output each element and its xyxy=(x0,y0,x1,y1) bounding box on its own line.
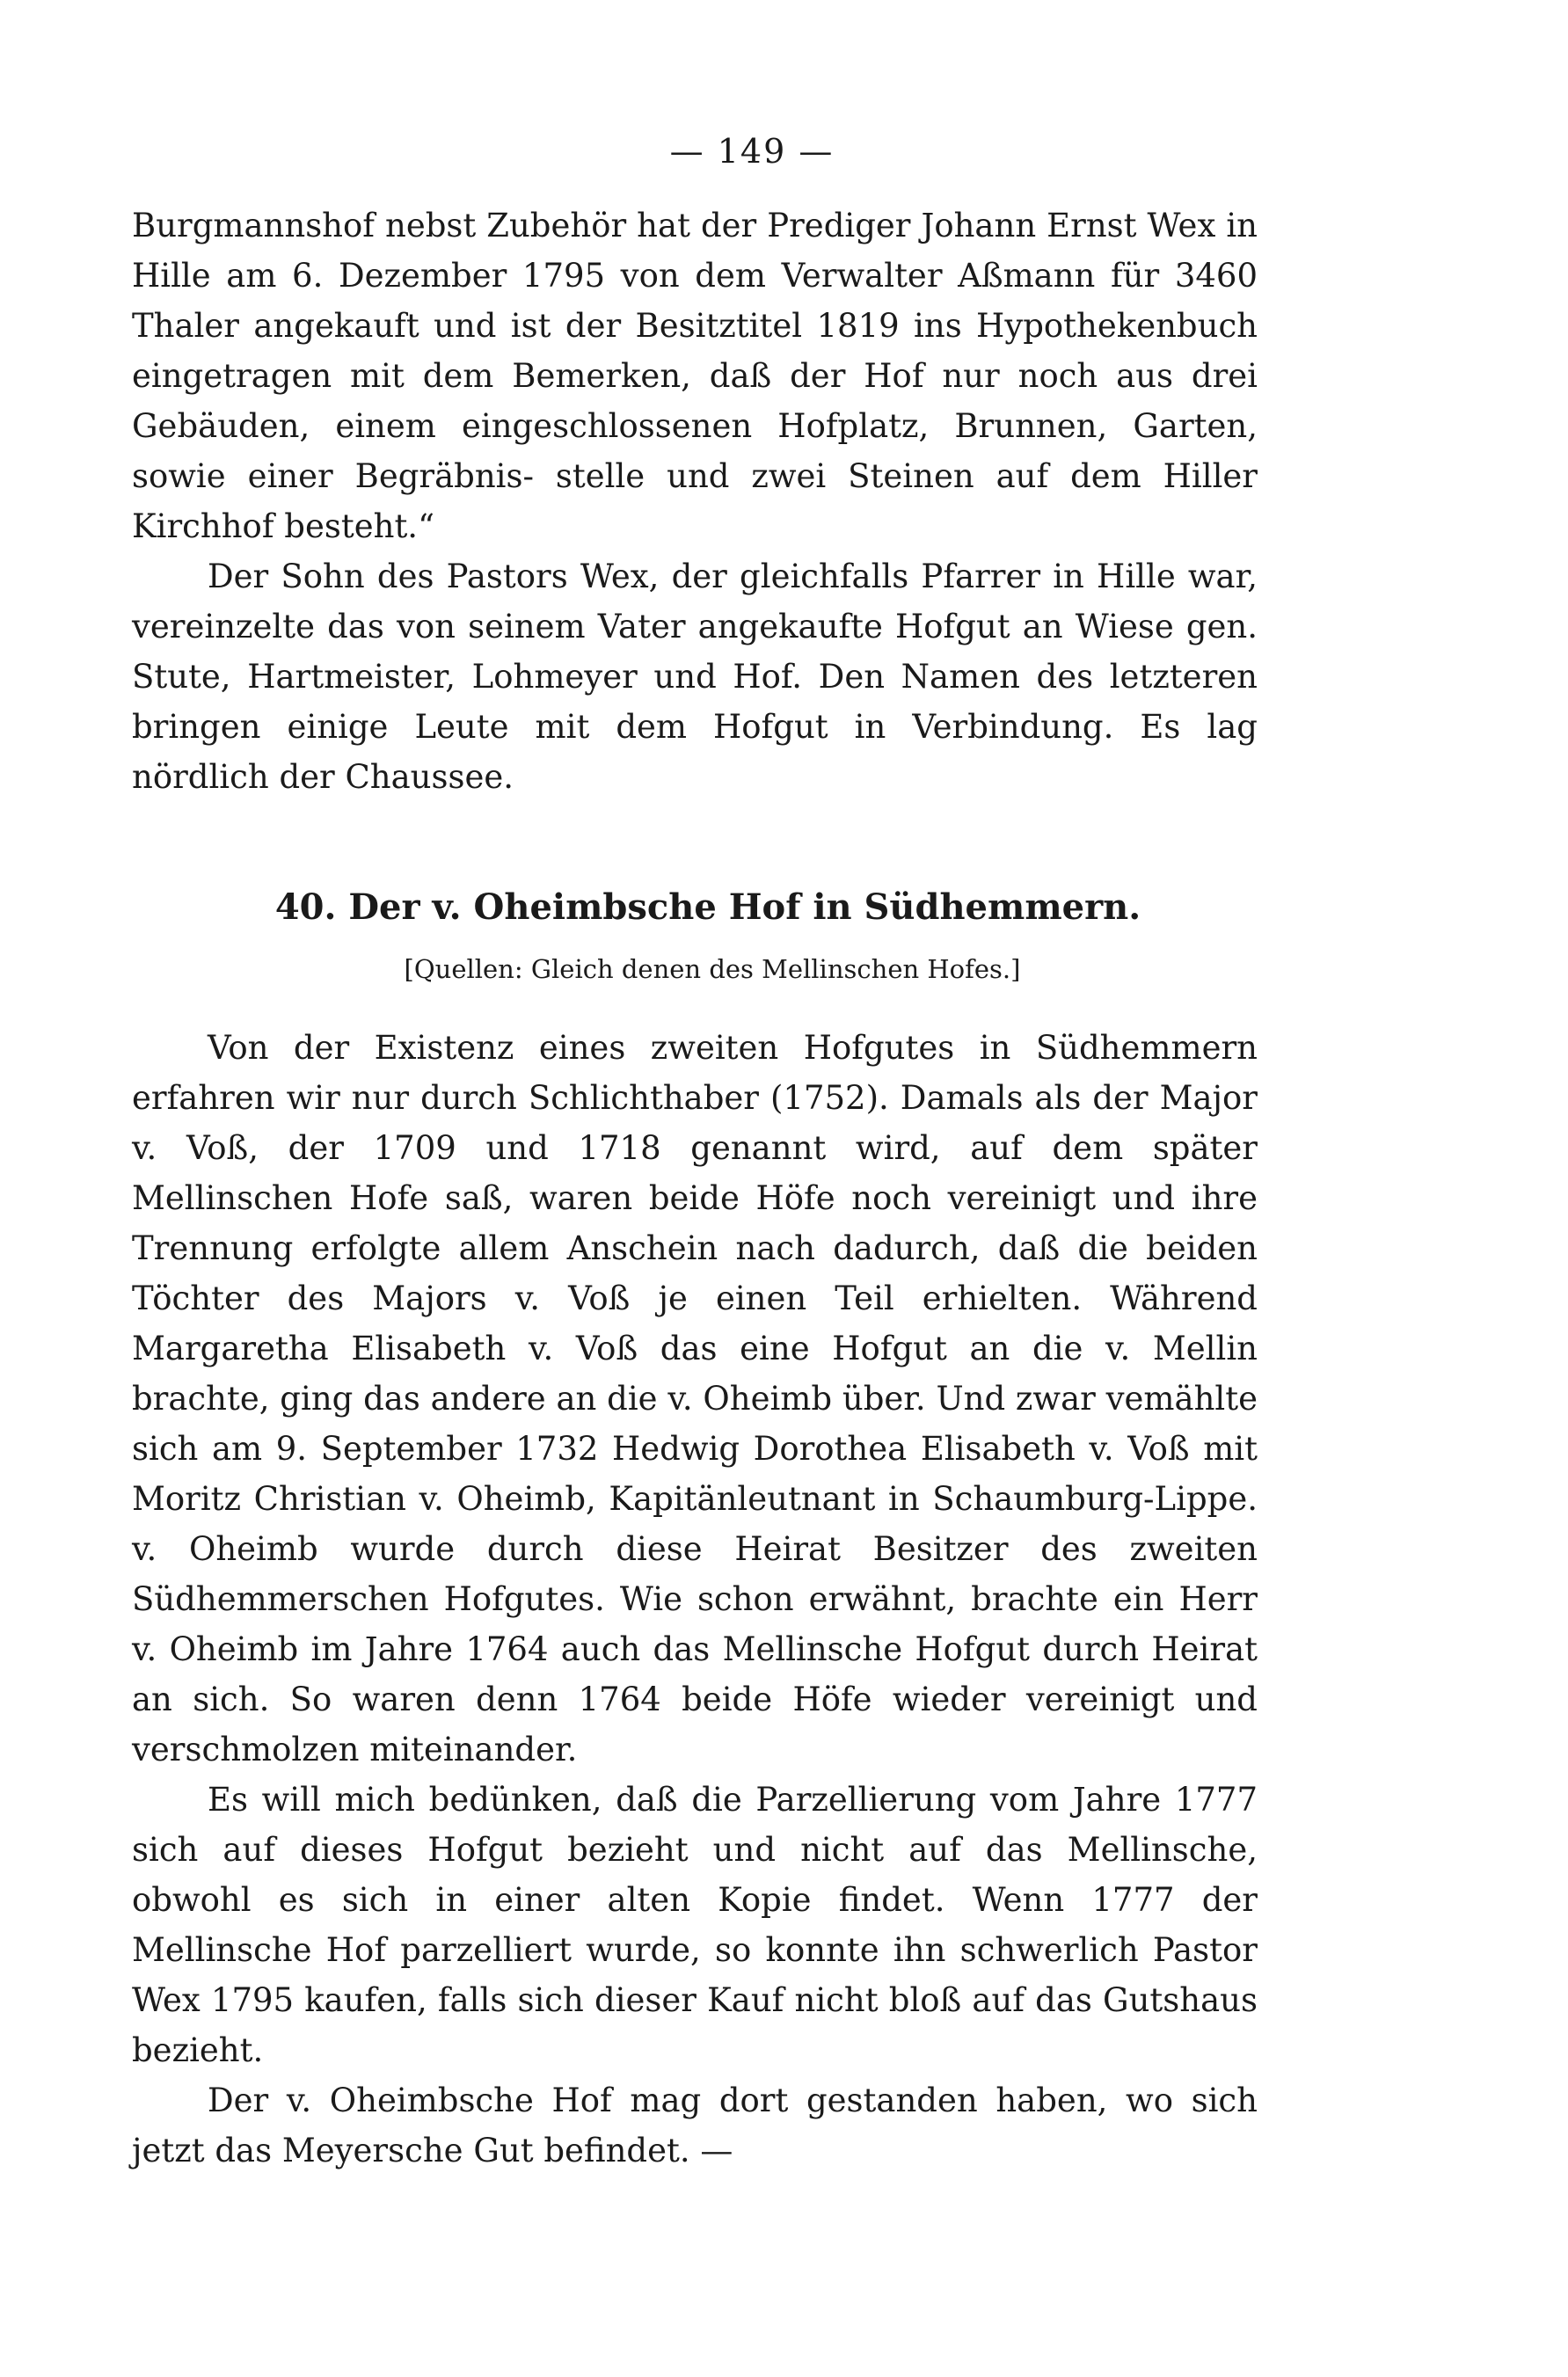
paragraph-sohn-des-pastors: Der Sohn des Pastors Wex, der gleichfalls Pfarrer in Hille war, vereinzelte das von seinem Vater angekaufte Hofgut an Wiese gen. Stute, Hartmeister, Lohmeyer und Hof. Den Namen des letzteren bringen einige Leute mit dem Hofgut in Verbindung. Es lag nördlich der Chaussee. xyxy=(132,558,1258,796)
document-page xyxy=(132,132,1258,2176)
section-sources: [Quellen: Gleich denen des Mellinschen Hofes.] xyxy=(404,954,1021,984)
paragraph-burgmannshof: Burgmannshof nebst Zubehör hat der Prediger Johann Ernst Wex in Hille am 6. Dezember 1795 von dem Verwalter Aßmann für 3460 Thaler angekauft und ist der Besitztitel 1819 ins Hypothekenbuch eingetragen mit dem Bemerken, daß der Hof nur noch aus drei Gebäuden, einem eingeschlossenen Hofplatz, Brunnen, Garten, sowie einer Begräbnis- stelle und zwei Steinen auf dem Hiller Kirchhof besteht.“ xyxy=(132,207,1258,545)
page-number: — 149 — xyxy=(669,132,835,171)
paragraph-standort: Der v. Oheimbsche Hof mag dort gestanden haben, wo sich jetzt das Meyersche Gut befindet. — xyxy=(132,2082,1258,2169)
paragraph-existenz: Von der Existenz eines zweiten Hofgutes in Südhemmern erfahren wir nur durch Schlichthaber (1752). Damals als der Major v. Voß, der 1709 und 1718 genannt wird, auf dem später Mellinschen Hofe saß, waren beide Höfe noch vereinigt und ihre Trennung erfolgte allem Anschein nach dadurch, daß die beiden Töchter des Majors v. Voß je einen Teil erhielten. Während Margaretha Elisabeth v. Voß das eine Hofgut an die v. Mellin brachte, ging das andere an die v. Oheimb über. Und zwar vemählte sich am 9. September 1732 Hedwig Dorothea Elisabeth v. Voß mit Moritz Christian v. Oheimb, Kapitänleutnant in Schaumburg-Lippe. v. Oheimb wurde durch diese Heirat Besitzer des zweiten Südhemmerschen Hofgutes. Wie schon erwähnt, brachte ein Herr v. Oheimb im Jahre 1764 auch das Mellinsche Hofgut durch Heirat an sich. So waren denn 1764 beide Höfe wieder vereinigt und verschmolzen miteinander. xyxy=(132,1029,1258,1768)
section-heading: 40. Der v. Oheimbsche Hof in Südhemmern. xyxy=(274,886,1141,928)
paragraph-parzellierung: Es will mich bedünken, daß die Parzellierung vom Jahre 1777 sich auf dieses Hofgut bezieht und nicht auf das Mellinsche, obwohl es sich in einer alten Kopie findet. Wenn 1777 der Mellinsche Hof parzelliert wurde, so konnte ihn schwerlich Pastor Wex 1795 kaufen, falls sich dieser Kauf nicht bloß auf das Gutshaus bezieht. xyxy=(132,1781,1258,2069)
